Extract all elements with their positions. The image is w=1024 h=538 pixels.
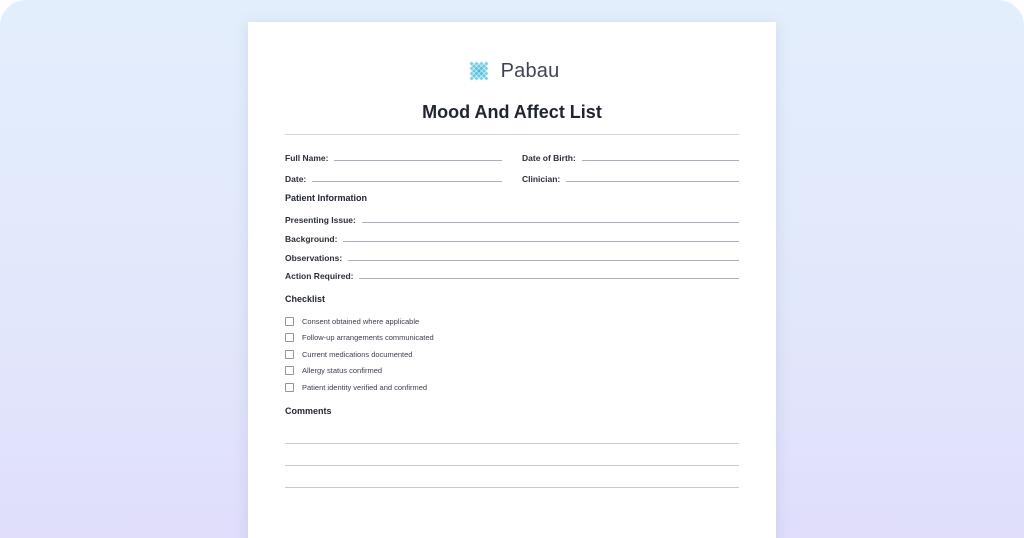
checklist-item-label: Current medications documented — [302, 349, 413, 359]
clinician-input-line[interactable] — [566, 181, 739, 182]
checklist-item-label: Consent obtained where applicable — [302, 316, 420, 326]
checklist-heading: Checklist — [285, 294, 326, 304]
full-name-field[interactable] — [285, 149, 502, 163]
action-required-field[interactable] — [285, 267, 739, 281]
observations-input-line[interactable] — [348, 260, 739, 261]
checkbox[interactable] — [285, 333, 294, 342]
form-title: Mood And Affect List — [422, 102, 602, 122]
checklist-item[interactable] — [285, 330, 585, 347]
checkbox[interactable] — [285, 366, 294, 375]
checklist — [285, 313, 585, 396]
title-divider — [285, 134, 739, 135]
date-of-birth-field[interactable] — [522, 149, 739, 163]
observations-field[interactable] — [285, 249, 739, 263]
background-input-line[interactable] — [343, 241, 739, 242]
date-field[interactable] — [285, 170, 502, 184]
checklist-item-label: Allergy status confirmed — [302, 366, 383, 376]
checklist-item[interactable] — [285, 379, 585, 396]
checklist-item-label: Follow-up arrangements communicated — [302, 333, 434, 343]
action-required-label: Action Required: — [285, 271, 354, 281]
comment-line[interactable] — [285, 487, 739, 488]
background-field[interactable] — [285, 230, 739, 244]
action-required-input-line[interactable] — [359, 278, 739, 279]
clinician-field[interactable] — [522, 170, 739, 184]
date-of-birth-label: Date of Birth: — [522, 153, 576, 163]
clinician-label: Clinician: — [522, 174, 561, 184]
checklist-item[interactable] — [285, 346, 585, 363]
observations-label: Observations: — [285, 253, 343, 263]
checkbox[interactable] — [285, 350, 294, 359]
form-document — [248, 22, 776, 538]
brand-name: Pabau — [500, 59, 560, 82]
date-label: Date: — [285, 174, 307, 184]
diamond-dots-icon — [465, 57, 493, 85]
checklist-item[interactable] — [285, 363, 585, 380]
checkbox[interactable] — [285, 383, 294, 392]
comment-line[interactable] — [285, 465, 739, 466]
checklist-item-label: Patient identity verified and confirmed — [302, 382, 428, 392]
presenting-issue-input-line[interactable] — [362, 222, 739, 223]
presenting-issue-field[interactable] — [285, 211, 739, 225]
checklist-item[interactable] — [285, 313, 585, 330]
comments-heading: Comments — [285, 406, 332, 416]
background-label: Background: — [285, 234, 338, 244]
checkbox[interactable] — [285, 317, 294, 326]
full-name-label: Full Name: — [285, 153, 329, 163]
date-input-line[interactable] — [312, 181, 502, 182]
presenting-issue-label: Presenting Issue: — [285, 215, 356, 225]
comment-line[interactable] — [285, 443, 739, 444]
date-of-birth-input-line[interactable] — [582, 160, 739, 161]
full-name-input-line[interactable] — [334, 160, 502, 161]
patient-information-heading: Patient Information — [285, 193, 368, 203]
brand-logo — [248, 56, 776, 86]
